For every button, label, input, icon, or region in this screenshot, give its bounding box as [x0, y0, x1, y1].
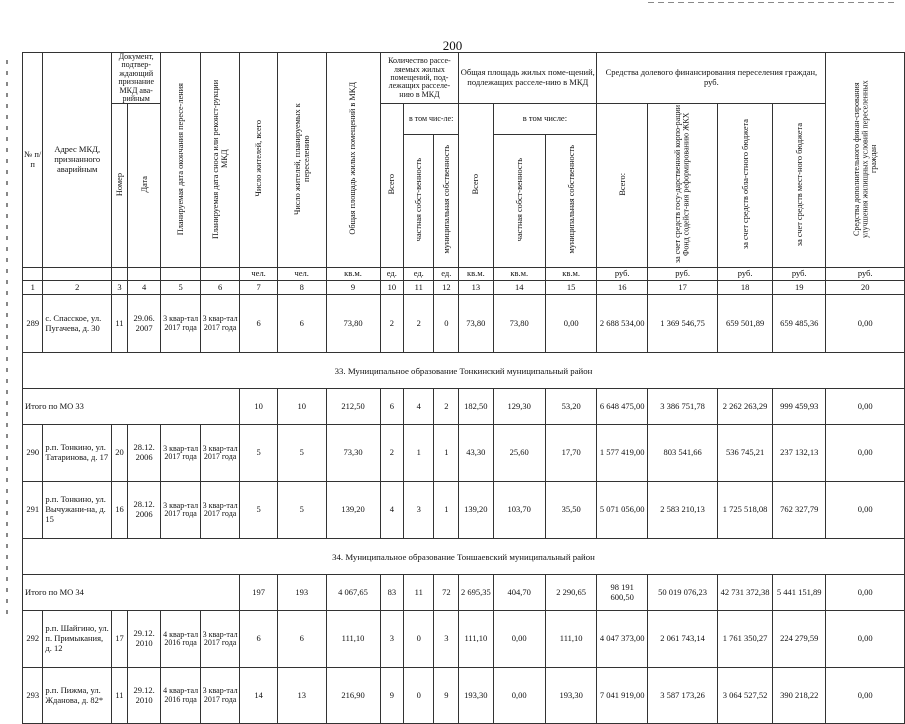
total-row — [23, 389, 905, 425]
col-number: 14 — [493, 281, 545, 295]
col-number: 20 — [826, 281, 905, 295]
unit: чел. — [277, 268, 326, 281]
row-cell: 5 — [277, 425, 326, 482]
row-address: с. Спасское, ул. Пугачева, д. 30 — [43, 295, 112, 353]
row-address: р.п. Тонкино, ул. Вычужани-на, д. 15 — [43, 482, 112, 539]
row-cell: 6 — [277, 611, 326, 668]
total-cell: 83 — [380, 575, 403, 611]
col-number: 7 — [240, 281, 278, 295]
hdr-rooms-municipal: муниципальная собственность — [434, 135, 459, 268]
hdr-area-private: частная собст-венность — [493, 135, 545, 268]
unit: кв.м. — [545, 268, 596, 281]
hdr-residents: Число жителей, всего — [240, 53, 278, 268]
col-number: 6 — [200, 281, 240, 295]
row-cell: 14 — [240, 668, 278, 724]
row-cell: 0 — [404, 668, 434, 724]
row-cell: 43,30 — [459, 425, 493, 482]
row-cell: 1 — [434, 425, 459, 482]
row-cell: 3 — [434, 611, 459, 668]
row-cell: 35,50 — [545, 482, 596, 539]
section-title: 34. Муниципальное образование Тоншаевский муниципальный район — [23, 539, 905, 575]
row-cell: 2 — [380, 295, 403, 353]
row-cell: 762 327,79 — [773, 482, 826, 539]
table-row — [23, 425, 905, 482]
hdr-area-total: Общая площадь жилых помещений в МКД — [326, 53, 380, 268]
total-cell: 53,20 — [545, 389, 596, 425]
row-plan-demolish: 3 квар-тал 2017 года — [200, 668, 240, 724]
hdr-rooms: Количество рассе-ляемых жилых помещений, под-лежащих расселе-нию в МКД — [380, 53, 459, 104]
unit: кв.м. — [493, 268, 545, 281]
row-cell: 9 — [380, 668, 403, 724]
row-cell: 111,10 — [545, 611, 596, 668]
row-cell: 4 047 373,00 — [597, 611, 648, 668]
total-cell: 10 — [277, 389, 326, 425]
row-cell: 3 064 527,52 — [718, 668, 773, 724]
row-cell: 139,20 — [459, 482, 493, 539]
row-address: р.п. Шайгино, ул. п. Примыкания, д. 12 — [43, 611, 112, 668]
hdr-residents-planned: Число жителей, планируемых к переселению — [277, 53, 326, 268]
binding-margin-dashes — [6, 60, 8, 620]
row-cell: 0,00 — [493, 668, 545, 724]
total-cell: 0,00 — [826, 575, 905, 611]
row-cell: 5 — [277, 482, 326, 539]
row-cell: 3 587 173,26 — [648, 668, 718, 724]
section-title: 33. Муниципальное образование Тонкинский муниципальный район — [23, 353, 905, 389]
row-plan-end: 4 квар-тал 2016 года — [161, 611, 201, 668]
total-cell: 6 — [380, 389, 403, 425]
row-cell: 0 — [404, 611, 434, 668]
row-cell: 139,20 — [326, 482, 380, 539]
col-number: 16 — [597, 281, 648, 295]
total-cell: 2 290,65 — [545, 575, 596, 611]
unit: руб. — [826, 268, 905, 281]
row-address: р.п. Тонкино, ул. Татаринова, д. 17 — [43, 425, 112, 482]
row-cell: 73,80 — [459, 295, 493, 353]
row-cell: 0,00 — [826, 425, 905, 482]
row-doc-number: 20 — [112, 425, 128, 482]
total-cell: 2 262 263,29 — [718, 389, 773, 425]
section-row — [23, 539, 905, 575]
row-cell: 5 — [240, 482, 278, 539]
col-number: 10 — [380, 281, 403, 295]
total-row — [23, 575, 905, 611]
unit: руб. — [718, 268, 773, 281]
unit: ед. — [404, 268, 434, 281]
hdr-area-total2: Всего — [459, 104, 493, 268]
row-number: 291 — [23, 482, 43, 539]
total-cell: 11 — [404, 575, 434, 611]
hdr-address: Адрес МКД, признанного аварийным — [43, 53, 112, 268]
row-cell: 803 541,66 — [648, 425, 718, 482]
row-doc-date: 29.12. 2010 — [127, 611, 160, 668]
row-cell: 0 — [434, 295, 459, 353]
row-cell: 2 — [380, 425, 403, 482]
row-cell: 73,30 — [326, 425, 380, 482]
hdr-funds: Средства долевого финансирования переселения граждан, руб. — [597, 53, 826, 104]
row-cell: 17,70 — [545, 425, 596, 482]
column-numbers-row — [23, 281, 905, 295]
unit: ед. — [434, 268, 459, 281]
col-number: 13 — [459, 281, 493, 295]
row-cell: 3 — [404, 482, 434, 539]
row-cell: 193,30 — [459, 668, 493, 724]
col-number: 3 — [112, 281, 128, 295]
row-cell: 2 688 534,00 — [597, 295, 648, 353]
hdr-document: Документ, подтвер-ждающий признание МКД ава-рийным — [112, 53, 161, 104]
hdr-funds-fund: за счет средств госу-дарственной корпо-рации Фонд содейст-вия реформированию ЖКХ — [648, 104, 718, 268]
col-number: 15 — [545, 281, 596, 295]
hdr-rooms-total: Всего — [380, 104, 403, 268]
unit: кв.м. — [326, 268, 380, 281]
row-plan-demolish: 3 квар-тал 2017 года — [200, 425, 240, 482]
row-doc-date: 29.12. 2010 — [127, 668, 160, 724]
col-number: 11 — [404, 281, 434, 295]
row-cell: 659 501,89 — [718, 295, 773, 353]
hdr-funds-local: за счет средств мест-ного бюджета — [773, 104, 826, 268]
total-cell: 197 — [240, 575, 278, 611]
row-cell: 73,80 — [493, 295, 545, 353]
row-cell: 5 071 056,00 — [597, 482, 648, 539]
row-doc-number: 11 — [112, 668, 128, 724]
total-cell: 2 695,35 — [459, 575, 493, 611]
row-cell: 216,90 — [326, 668, 380, 724]
row-doc-date: 28.12. 2006 — [127, 425, 160, 482]
row-cell: 0,00 — [826, 482, 905, 539]
row-cell: 2 — [404, 295, 434, 353]
row-plan-demolish: 3 квар-тал 2017 года — [200, 611, 240, 668]
unit: чел. — [240, 268, 278, 281]
row-number: 293 — [23, 668, 43, 724]
row-cell: 6 — [277, 295, 326, 353]
col-number: 19 — [773, 281, 826, 295]
total-cell: 98 191 600,50 — [597, 575, 648, 611]
row-cell: 111,10 — [459, 611, 493, 668]
row-number: 289 — [23, 295, 43, 353]
row-doc-number: 16 — [112, 482, 128, 539]
row-number: 290 — [23, 425, 43, 482]
col-number: 8 — [277, 281, 326, 295]
row-cell: 1 577 419,00 — [597, 425, 648, 482]
row-cell: 237 132,13 — [773, 425, 826, 482]
row-number: 292 — [23, 611, 43, 668]
row-cell: 2 061 743,14 — [648, 611, 718, 668]
row-cell: 2 583 210,13 — [648, 482, 718, 539]
total-label: Итого по МО 33 — [23, 389, 240, 425]
total-cell: 4 — [404, 389, 434, 425]
row-cell: 7 041 919,00 — [597, 668, 648, 724]
table-row — [23, 611, 905, 668]
total-cell: 2 — [434, 389, 459, 425]
unit: ед. — [380, 268, 403, 281]
row-cell: 1 — [404, 425, 434, 482]
row-doc-date: 28.12. 2006 — [127, 482, 160, 539]
total-cell: 6 648 475,00 — [597, 389, 648, 425]
total-cell: 72 — [434, 575, 459, 611]
row-cell: 0,00 — [826, 611, 905, 668]
row-cell: 3 — [380, 611, 403, 668]
table-row — [23, 482, 905, 539]
row-cell: 390 218,22 — [773, 668, 826, 724]
row-cell: 224 279,59 — [773, 611, 826, 668]
row-cell: 103,70 — [493, 482, 545, 539]
hdr-plan-end: Планируемая дата окончания пересе-ления — [161, 53, 201, 268]
total-cell: 4 067,65 — [326, 575, 380, 611]
row-cell: 0,00 — [826, 295, 905, 353]
top-dashed-rule — [648, 2, 898, 3]
total-cell: 193 — [277, 575, 326, 611]
units-row — [23, 268, 905, 281]
total-cell: 10 — [240, 389, 278, 425]
row-plan-demolish: 3 квар-тал 2017 года — [200, 482, 240, 539]
table-row — [23, 295, 905, 353]
unit: руб. — [773, 268, 826, 281]
total-cell: 404,70 — [493, 575, 545, 611]
row-doc-date: 29.06. 2007 — [127, 295, 160, 353]
row-cell: 6 — [240, 611, 278, 668]
row-cell: 0,00 — [545, 295, 596, 353]
row-cell: 1 — [434, 482, 459, 539]
hdr-funds-total: Всего: — [597, 104, 648, 268]
row-cell: 536 745,21 — [718, 425, 773, 482]
total-cell: 212,50 — [326, 389, 380, 425]
hdr-area: Общая площадь жилых поме-щений, подлежащих расселе-нию в МКД — [459, 53, 597, 104]
hdr-funds-region: за счет средств обла-стного бюджета — [718, 104, 773, 268]
total-cell: 50 019 076,23 — [648, 575, 718, 611]
row-cell: 4 — [380, 482, 403, 539]
row-cell: 6 — [240, 295, 278, 353]
page-number: 200 — [442, 38, 463, 53]
col-number: 9 — [326, 281, 380, 295]
row-cell: 1 725 518,08 — [718, 482, 773, 539]
col-number: 5 — [161, 281, 201, 295]
hdr-area-municipal: муниципальная собственность — [545, 135, 596, 268]
row-plan-demolish: 3 квар-тал 2017 года — [200, 295, 240, 353]
row-cell: 1 761 350,27 — [718, 611, 773, 668]
col-number: 4 — [127, 281, 160, 295]
total-cell: 42 731 372,38 — [718, 575, 773, 611]
hdr-doc-nomer: Номер — [112, 104, 128, 268]
row-cell: 13 — [277, 668, 326, 724]
unit: руб. — [648, 268, 718, 281]
row-cell: 0,00 — [493, 611, 545, 668]
row-doc-number: 11 — [112, 295, 128, 353]
total-label: Итого по МО 34 — [23, 575, 240, 611]
row-cell: 1 369 546,75 — [648, 295, 718, 353]
col-number: 2 — [43, 281, 112, 295]
unit: кв.м. — [459, 268, 493, 281]
row-plan-end: 4 квар-тал 2016 года — [161, 668, 201, 724]
row-doc-number: 17 — [112, 611, 128, 668]
row-plan-end: 3 квар-тал 2017 года — [161, 425, 201, 482]
hdr-area-incl: в том числе: — [493, 104, 597, 135]
row-cell: 0,00 — [826, 668, 905, 724]
row-plan-end: 3 квар-тал 2017 года — [161, 482, 201, 539]
unit: руб. — [597, 268, 648, 281]
hdr-extra: Средства дополнительного финан-сирования улучшения жилищных условий переселенных граждан — [826, 53, 905, 268]
col-number: 18 — [718, 281, 773, 295]
total-cell: 129,30 — [493, 389, 545, 425]
row-address: р.п. Пижма, ул. Жданова, д. 82* — [43, 668, 112, 724]
hdr-doc-date: Дата — [127, 104, 160, 268]
row-cell: 9 — [434, 668, 459, 724]
row-cell: 5 — [240, 425, 278, 482]
total-cell: 999 459,93 — [773, 389, 826, 425]
total-cell: 5 441 151,89 — [773, 575, 826, 611]
row-cell: 659 485,36 — [773, 295, 826, 353]
col-number: 12 — [434, 281, 459, 295]
col-number: 1 — [23, 281, 43, 295]
row-plan-end: 3 квар-тал 2017 года — [161, 295, 201, 353]
hdr-plan-demolish: Планируемая дата сноса или реконст-рукции МКД — [200, 53, 240, 268]
hdr-num: № п/п — [23, 53, 43, 268]
hdr-rooms-incl: в том чис-ле: — [404, 104, 459, 135]
resettlement-table — [22, 52, 905, 724]
total-cell: 182,50 — [459, 389, 493, 425]
hdr-rooms-private: частная собст-венность — [404, 135, 434, 268]
row-cell: 25,60 — [493, 425, 545, 482]
section-row — [23, 353, 905, 389]
total-cell: 0,00 — [826, 389, 905, 425]
row-cell: 73,80 — [326, 295, 380, 353]
table-row — [23, 668, 905, 724]
total-cell: 3 386 751,78 — [648, 389, 718, 425]
row-cell: 193,30 — [545, 668, 596, 724]
row-cell: 111,10 — [326, 611, 380, 668]
col-number: 17 — [648, 281, 718, 295]
